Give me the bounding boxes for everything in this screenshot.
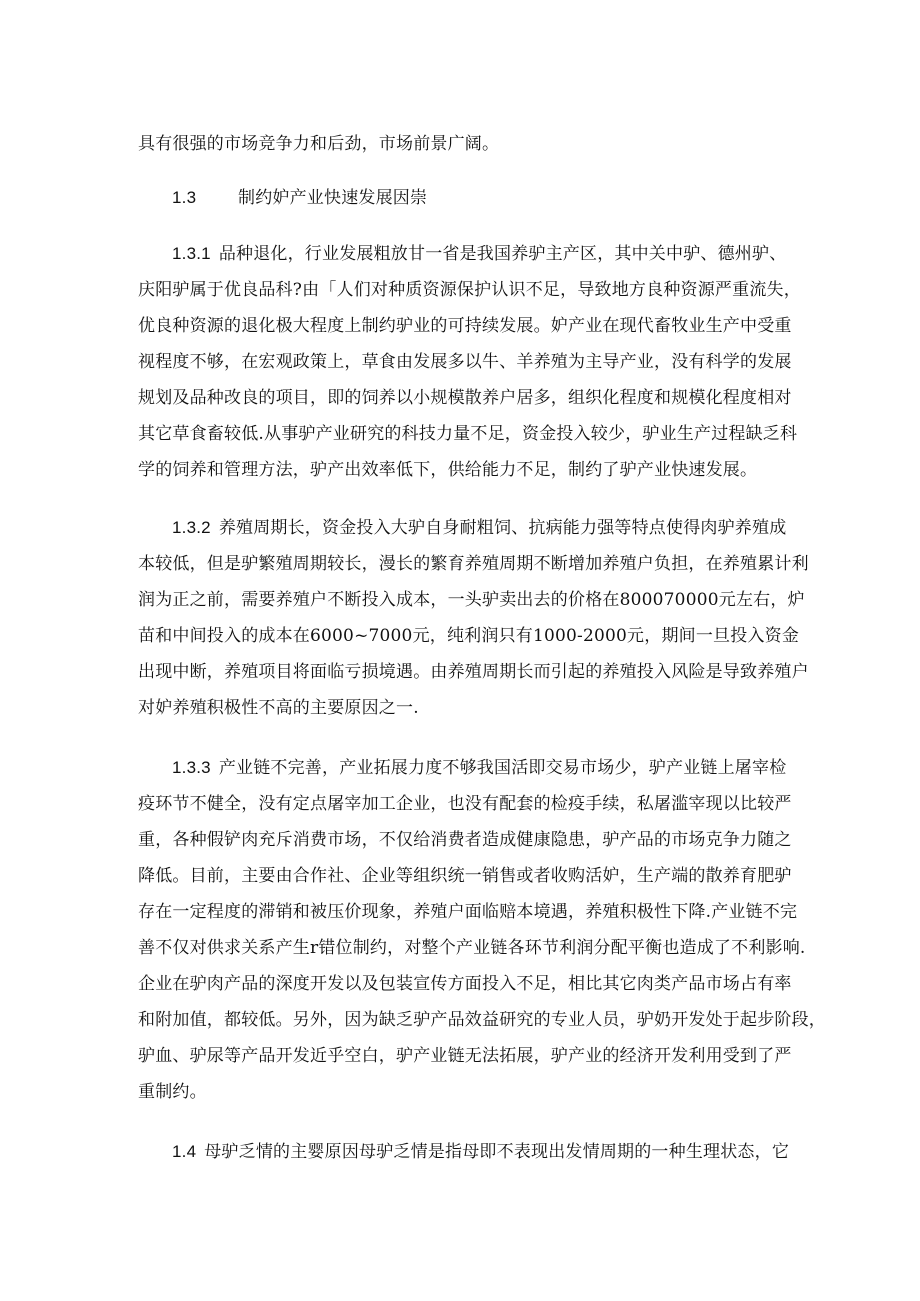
text-line: 重制约。 [138, 1082, 207, 1102]
paragraph-1-3-3 [138, 750, 826, 1110]
section-title: 制约妒产业快速发展因崇 [238, 188, 428, 208]
text-line: 善不仅对供求关系产生r错位制约，对整个产业链各环节利润分配平衡也造成了不利影响. [138, 938, 806, 958]
text-line: 品种退化，行业发展粗放甘一省是我国养驴主产区，其中关中驴、德州驴、 [218, 244, 787, 264]
paragraph-number: 1.3.3 [172, 758, 211, 777]
text-line: 驴血、驴尿等产品开发近乎空白，驴产业链无法拓展，驴产业的经济开发利用受到了严 [138, 1046, 792, 1066]
text-line: 对妒养殖积极性不高的主要原因之一. [138, 698, 419, 718]
paragraph-1-3-1 [138, 236, 801, 488]
paragraph-1-4 [138, 1134, 789, 1170]
text-line: 疫环节不健全，没有定点屠宰加工企业，也没有配套的检疫手续，私屠滥宰现以比较严 [138, 794, 792, 814]
text-line: 庆阳驴属于优良品科?由「人们对种质资源保护认识不足，导致地方良种资源严重流失， [138, 280, 801, 300]
text-line: 养殖周期长，资金投入大驴自身耐粗饲、抗病能力强等特点使得肉驴养殖成 [218, 518, 787, 538]
text-line: 具有很强的市场竞争力和后劲，市场前景广阔。 [138, 134, 500, 154]
text-line: 苗和中间投入的成本在6000~7000元，纯利润只有1000-2000元，期间一旦投入资金 [138, 626, 800, 646]
text-line: 重，各种假铲肉充斥消费市场，不仅给消费者造成健康隐患，驴产品的市场克争力随之 [138, 830, 792, 850]
text-line: 润为正之前，需要养殖户不断投入成本，一头驴卖出去的价格在800070000元左右，炉 [138, 590, 805, 610]
text-line: 规划及品种改良的项目，即的饲养以小规模散养户居多，组织化程度和规模化程度相对 [138, 388, 792, 408]
text-line: 母驴乏情的主婴原因母驴乏情是指母即不表现出发情周期的一种生理状态，它 [204, 1142, 790, 1162]
text-line: 存在一定程度的滞销和被压价现象，养殖户面临赔本境遇，养殖积极性下降.产业链不完 [138, 902, 798, 922]
text-line: 出现中断，养殖项目将面临亏损境遇。由养殖周期长而引起的养殖投入风险是导致养殖户 [138, 662, 809, 682]
text-line: 降低。目前，主要由合作社、企业等组织统一销售或者收购活妒，生产端的散养育肥驴 [138, 866, 792, 886]
text-line: 其它草食畜较低.从事驴产业研究的科技力量不足，资金投入较少，驴业生产过程缺乏科 [138, 424, 798, 444]
text-line: 本较低，但是驴繁殖周期较长，漫长的繁育养殖周期不断增加养殖户负担，在养殖累计利 [138, 554, 809, 574]
text-line: 学的饲养和管理方法，驴产出效率低下，供给能力不足，制约了驴产业快速发展。 [138, 460, 758, 480]
text-line: 优良种资源的退化极大程度上制约驴业的可持续发展。妒产业在现代畜牧业生产中受重 [138, 316, 792, 336]
text-line: 和附加值，都较低。另外，因为缺乏驴产品效益研究的专业人员，驴奶开发处于起步阶段， [138, 1010, 826, 1030]
text-line: 企业在驴肉产品的深度开发以及包装宣传方面投入不足，相比其它肉类产品市场占有率 [138, 974, 792, 994]
text-line: 视程度不够，在宏观政策上，草食由发展多以牛、羊养殖为主导产业，没有科学的发展 [138, 352, 792, 372]
paragraph-number: 1.3.1 [172, 244, 211, 263]
intro-paragraph [138, 126, 499, 162]
paragraph-number: 1.3.2 [172, 518, 211, 537]
paragraph-1-3-2 [138, 510, 809, 726]
text-line: 产业链不完善，产业拓展力度不够我国活即交易市场少，驴产业链上屠宰检 [218, 758, 787, 778]
paragraph-number: 1.4 [172, 1142, 197, 1161]
section-heading-1-3 [172, 180, 427, 216]
section-number: 1.3 [172, 188, 197, 207]
